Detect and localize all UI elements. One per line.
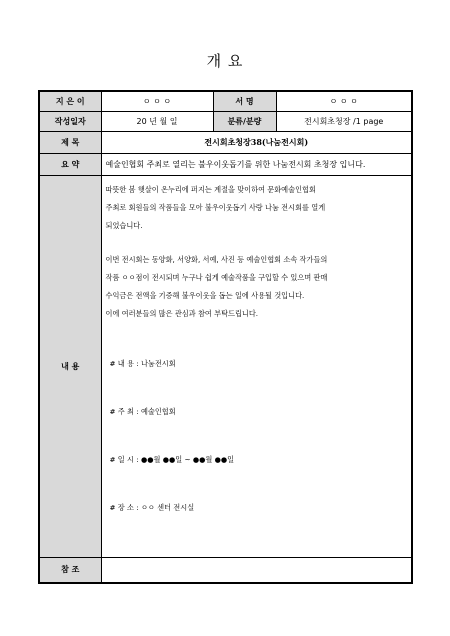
reference-row	[39, 557, 412, 583]
paragraph-line: 이에 여러분들의 많은 관심과 참여 부탁드립니다.	[105, 309, 259, 318]
author-label: 지 은 이	[39, 91, 101, 111]
paragraph-line: 수익금은 전액을 기증해 불우이웃을 돕는 일에 사용될 것입니다.	[105, 291, 305, 300]
date-row	[39, 111, 412, 131]
subject-label: 제 목	[39, 131, 101, 153]
subject-value: 전시회초청장38(나눔전시회)	[101, 131, 412, 153]
date-value: 20 년 월 일	[101, 111, 213, 131]
content-body	[101, 175, 412, 557]
category-value: 전시회초청장 /1 page	[276, 111, 412, 131]
content-label: 내 용	[39, 175, 101, 557]
paragraph-line: 따뜻한 봄 햇살이 온누리에 퍼지는 계절을 맞이하여 문화예술인협회	[105, 185, 316, 194]
paragraph-line: 이번 전시회는 동양화, 서양화, 서예, 사진 등 예술인협회 소속 작가들의	[105, 255, 328, 264]
paragraph-line: 되었습니다.	[105, 221, 143, 230]
summary-row	[39, 153, 412, 175]
author-value: ㅇ ㅇ ㅇ	[101, 91, 213, 111]
reference-value	[101, 557, 412, 583]
detail-date: # 일 시 : ●●월 ●●일 ~ ●●월 ●●일	[109, 455, 235, 464]
subject-row	[39, 131, 412, 153]
signature-label: 서 명	[213, 91, 276, 111]
paragraph-1	[106, 181, 408, 235]
paragraph-2	[106, 251, 408, 323]
author-row	[39, 91, 412, 111]
detail-content: # 내 용 : 나눔전시회	[109, 359, 176, 368]
summary-value: 예술인협회 주최로 열리는 불우이웃돕기를 위한 나눔전시회 초청장 입니다.	[101, 153, 412, 175]
page-title: 개 요	[206, 52, 244, 70]
detail-host: # 주 최 : 예술인협회	[109, 407, 176, 416]
paragraph-line: 주최로 회원들의 작품들을 모아 불우이웃돕기 사랑 나눔 전시회를 열게	[105, 203, 326, 212]
category-label: 분류/분량	[213, 111, 276, 131]
overview-form	[38, 90, 413, 584]
signature-value: ㅇ ㅇ ㅇ	[276, 91, 412, 111]
paragraph-line: 작품 ㅇㅇ점이 전시되며 누구나 쉽게 예술작품을 구입할 수 있으며 판매	[105, 273, 328, 282]
content-row	[39, 175, 412, 557]
date-label: 작성일자	[39, 111, 101, 131]
detail-venue: # 장 소 : ㅇㅇ 센터 전시실	[109, 503, 195, 512]
summary-label: 요 약	[39, 153, 101, 175]
reference-label: 참 조	[39, 557, 101, 583]
